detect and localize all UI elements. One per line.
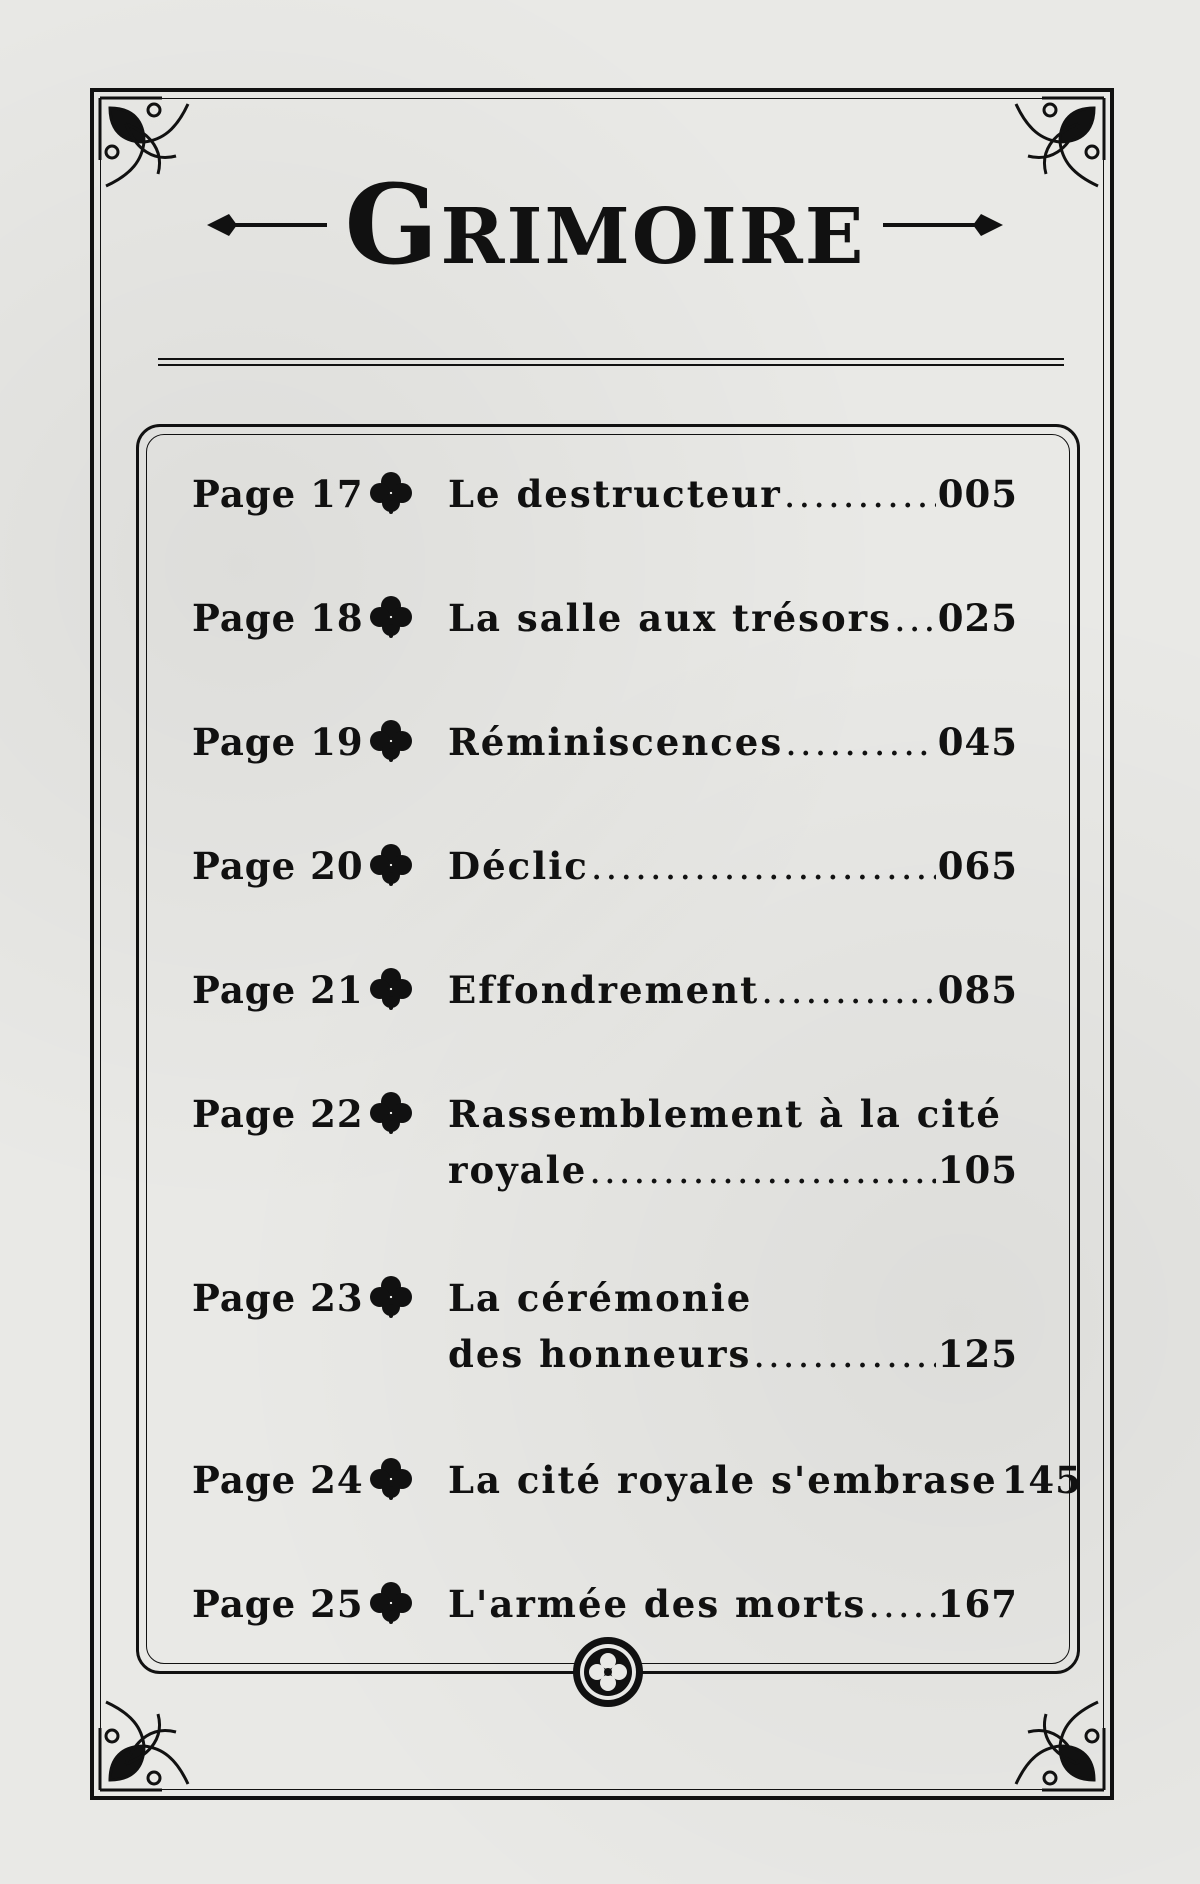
toc-entry-page-number: 167 bbox=[937, 1582, 1018, 1626]
toc-entry-line bbox=[448, 1326, 1018, 1383]
dot-leader bbox=[785, 715, 936, 771]
toc-entry-page-number: 045 bbox=[937, 720, 1018, 764]
toc-entry-title bbox=[448, 1086, 1018, 1199]
toc-entry-title bbox=[448, 1452, 1082, 1509]
toc-entry-page-number: 125 bbox=[937, 1332, 1018, 1376]
dot-leader bbox=[784, 467, 936, 523]
dot-leader bbox=[868, 1577, 935, 1633]
toc-entry-title bbox=[448, 714, 1018, 771]
toc-entry-line bbox=[448, 714, 1018, 771]
toc-entry-text: La cité royale s'embrase bbox=[448, 1458, 998, 1502]
flourish-left-icon bbox=[207, 210, 327, 240]
toc-entry-line bbox=[448, 466, 1018, 523]
toc-entry-page-number: 005 bbox=[937, 472, 1018, 516]
toc-entry-line bbox=[448, 838, 1018, 895]
title-bar bbox=[140, 150, 1070, 300]
toc-entry-page-number: 085 bbox=[937, 968, 1018, 1012]
clover-icon bbox=[368, 1090, 414, 1136]
clover-icon bbox=[368, 966, 414, 1012]
dot-leader bbox=[591, 839, 936, 895]
toc-entry-title bbox=[448, 1576, 1018, 1633]
dot-leader bbox=[761, 963, 936, 1019]
toc-entry-text: Effondrement bbox=[448, 968, 760, 1012]
toc-entry-title bbox=[448, 962, 1018, 1019]
dot-leader bbox=[753, 1327, 935, 1383]
toc-entry-line bbox=[448, 590, 1018, 647]
toc-entry-text: Le destructeur bbox=[448, 472, 782, 516]
clover-icon bbox=[368, 1580, 414, 1626]
toc-entry-line bbox=[448, 962, 1018, 1019]
toc-entry-page-number: 065 bbox=[937, 844, 1018, 888]
ornament-corner-icon bbox=[92, 1688, 202, 1798]
clover-icon bbox=[368, 1456, 414, 1502]
toc-entry-line bbox=[448, 1270, 1018, 1326]
toc-entry-text: des honneurs bbox=[448, 1332, 752, 1376]
toc-entry-text: Déclic bbox=[448, 844, 589, 888]
dot-leader bbox=[589, 1143, 936, 1199]
clover-medallion-icon bbox=[570, 1634, 646, 1710]
title-divider bbox=[158, 358, 1064, 366]
toc-entry-line bbox=[448, 1452, 1082, 1509]
toc-entry-page: Page 18 bbox=[192, 596, 364, 640]
toc-entry-page: Page 23 bbox=[192, 1276, 364, 1320]
toc-entry-text: La salle aux trésors bbox=[448, 596, 892, 640]
clover-icon bbox=[368, 718, 414, 764]
flourish-right-icon bbox=[883, 210, 1003, 240]
toc-entry-text: L'armée des morts bbox=[448, 1582, 867, 1626]
clover-icon bbox=[368, 842, 414, 888]
clover-icon bbox=[368, 470, 414, 516]
toc-entry-text: royale bbox=[448, 1148, 588, 1192]
toc-entry-page: Page 21 bbox=[192, 968, 364, 1012]
toc-entry-page: Page 19 bbox=[192, 720, 364, 764]
toc-entry-line bbox=[448, 1576, 1018, 1633]
toc-entry-page: Page 20 bbox=[192, 844, 364, 888]
toc-entry-page-number: 105 bbox=[937, 1148, 1018, 1192]
dot-leader bbox=[894, 591, 936, 647]
clover-icon bbox=[368, 594, 414, 640]
toc-entry-page-number: 145 bbox=[1001, 1458, 1082, 1502]
toc-entry-title bbox=[448, 590, 1018, 647]
toc-entry-page-number: 025 bbox=[937, 596, 1018, 640]
toc-entry-page: Page 22 bbox=[192, 1092, 364, 1136]
toc-entry-title bbox=[448, 1270, 1018, 1383]
toc-entry-page: Page 17 bbox=[192, 472, 364, 516]
toc-entry-line bbox=[448, 1142, 1018, 1199]
toc-entry-text: Réminiscences bbox=[448, 720, 784, 764]
toc-entry-title bbox=[448, 466, 1018, 523]
toc-entry-text: La cérémonie bbox=[448, 1276, 753, 1320]
ornament-corner-icon bbox=[1002, 1688, 1112, 1798]
clover-icon bbox=[368, 1274, 414, 1320]
toc-entry-page: Page 24 bbox=[192, 1458, 364, 1502]
toc-entry-page: Page 25 bbox=[192, 1582, 364, 1626]
toc-entry-title bbox=[448, 838, 1018, 895]
toc-entry-line bbox=[448, 1086, 1018, 1142]
page-title: Grimoire bbox=[344, 160, 866, 289]
toc-entry-text: Rassemblement à la cité bbox=[448, 1092, 1002, 1136]
